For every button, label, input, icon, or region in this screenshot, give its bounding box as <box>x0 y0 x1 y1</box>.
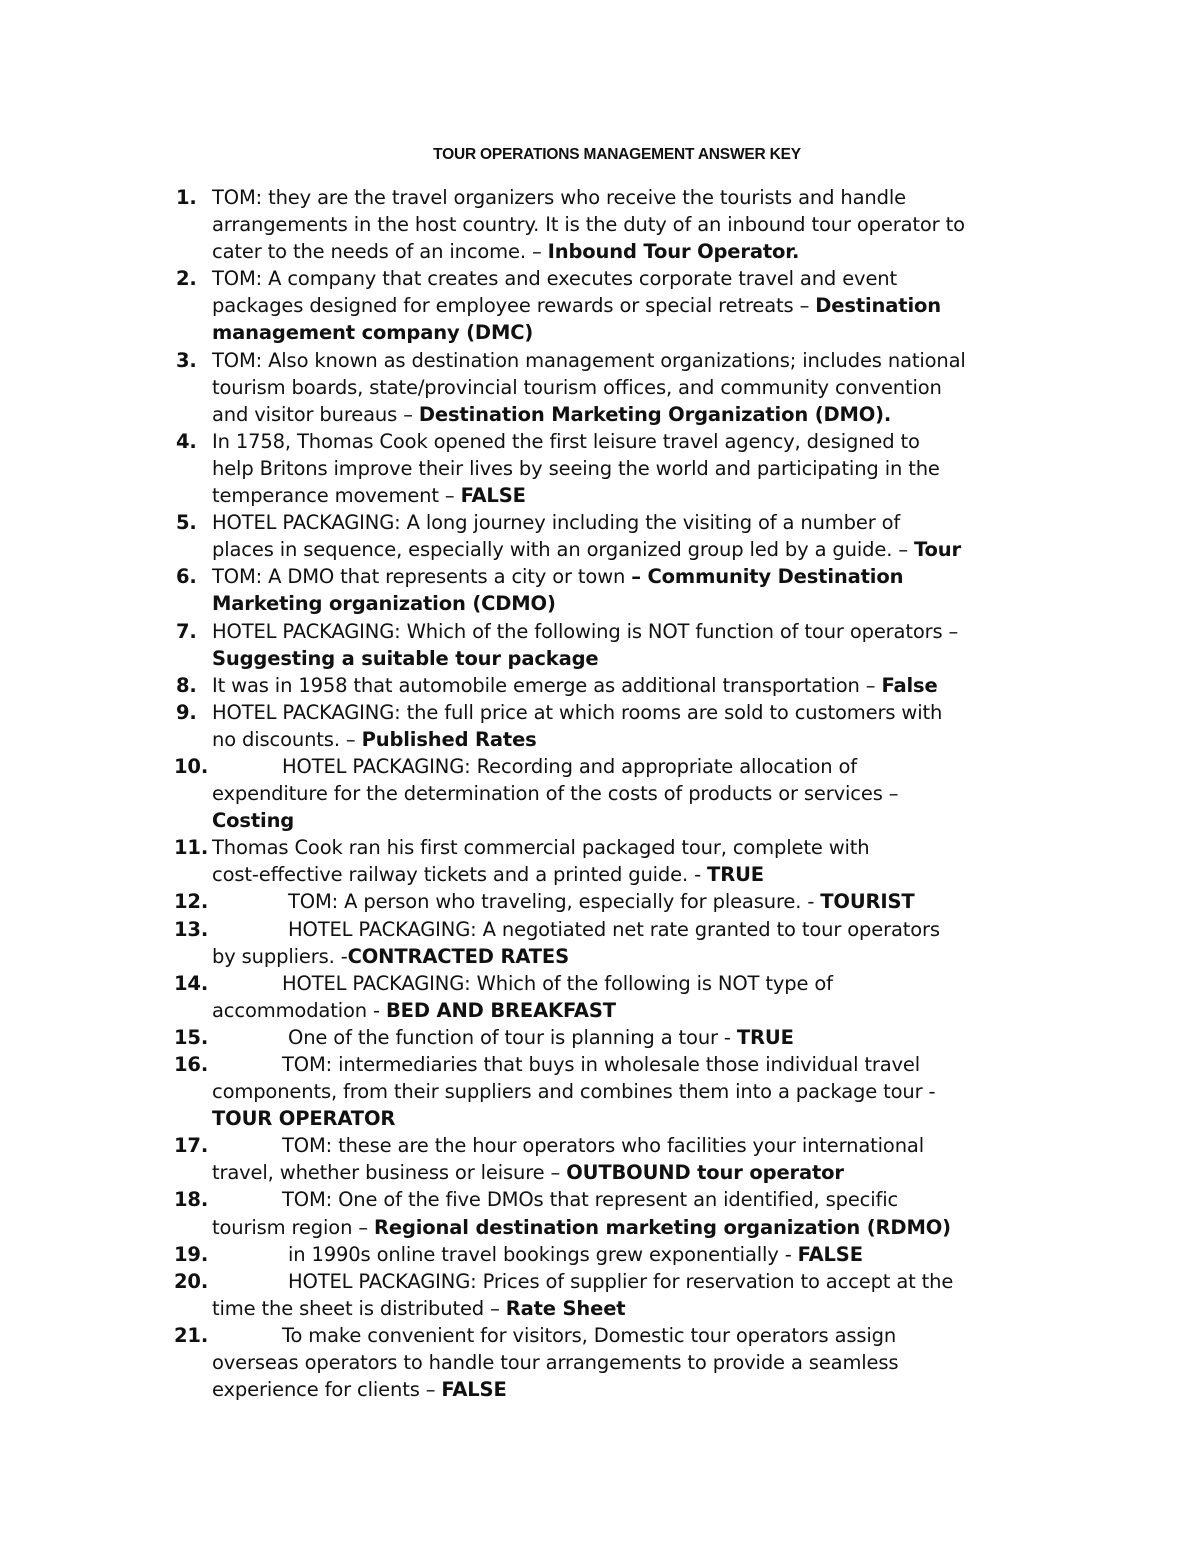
answer-text: Costing <box>212 809 295 833</box>
question-text: packages designed for employee rewards or special retreats – <box>212 294 816 318</box>
question-text: It was in 1958 that automobile emerge as additional transportation – <box>212 673 882 697</box>
item-line <box>212 1268 1074 1295</box>
item-line <box>212 726 1074 753</box>
answer-item <box>174 347 1074 428</box>
item-line <box>212 807 1074 834</box>
answer-item <box>174 834 1074 888</box>
question-text: by suppliers. - <box>212 944 348 968</box>
question-text: HOTEL PACKAGING: Prices of supplier for reservation to accept at the <box>288 1269 954 1293</box>
item-number: 21. <box>174 1323 209 1347</box>
item-number: 7. <box>176 619 197 643</box>
item-number: 11. <box>174 836 209 860</box>
item-line <box>212 1105 1074 1132</box>
question-text: To make convenient for visitors, Domestic tour operators assign <box>282 1323 897 1347</box>
question-text: expenditure for the determination of the costs of products or services – <box>212 782 899 806</box>
item-number: 18. <box>174 1188 209 1212</box>
question-text: components, from their suppliers and combines them into a package tour - <box>212 1080 936 1104</box>
answer-item <box>174 1322 1074 1403</box>
answer-text: Regional destination marketing organization (RDMO) <box>374 1215 951 1239</box>
answer-text: FALSE <box>797 1242 863 1266</box>
question-text: TOM: these are the hour operators who facilities your international <box>282 1134 924 1158</box>
item-number: 10. <box>174 754 209 778</box>
item-line <box>212 943 1074 970</box>
answer-text: FALSE <box>460 484 526 508</box>
question-text: TOM: A DMO that represents a city or town <box>212 565 632 589</box>
item-line <box>212 834 1074 861</box>
answer-item <box>174 428 1074 509</box>
item-number: 17. <box>174 1134 209 1158</box>
answer-item <box>174 1051 1074 1132</box>
question-text: In 1758, Thomas Cook opened the first leisure travel agency, designed to <box>212 429 920 453</box>
answer-item <box>174 563 1074 617</box>
item-number: 14. <box>174 971 209 995</box>
question-text: places in sequence, especially with an organized group led by a guide. – <box>212 538 914 562</box>
question-text: tourism boards, state/provincial tourism offices, and community convention <box>212 375 942 399</box>
item-line <box>212 211 1074 238</box>
item-line <box>212 590 1074 617</box>
item-number: 6. <box>176 565 197 589</box>
item-line <box>212 482 1074 509</box>
item-line <box>212 780 1074 807</box>
answer-text: – Community Destination <box>631 565 904 589</box>
answer-text: FALSE <box>441 1378 507 1402</box>
question-text: travel, whether business or leisure – <box>212 1161 567 1185</box>
item-line <box>212 428 1074 455</box>
answer-text: TOUR OPERATOR <box>212 1107 396 1131</box>
question-text: and visitor bureaus – <box>212 402 419 426</box>
answer-text: Destination <box>815 294 941 318</box>
item-line <box>212 888 1074 915</box>
answer-item <box>174 699 1074 753</box>
item-line <box>212 672 1074 699</box>
item-line <box>212 861 1074 888</box>
item-line <box>212 319 1074 346</box>
question-text: HOTEL PACKAGING: Recording and appropriate allocation of <box>282 754 857 778</box>
answer-text: Published Rates <box>361 727 537 751</box>
item-line <box>212 645 1074 672</box>
item-line <box>212 1159 1074 1186</box>
answer-text: Destination Marketing Organization (DMO). <box>418 402 892 426</box>
answer-item <box>174 1132 1074 1186</box>
question-text: time the sheet is distributed – <box>212 1296 506 1320</box>
item-line <box>212 536 1074 563</box>
item-line <box>212 265 1074 292</box>
item-number: 19. <box>174 1242 209 1266</box>
item-line <box>212 753 1074 780</box>
answer-text: Rate Sheet <box>505 1296 626 1320</box>
answer-item <box>174 509 1074 563</box>
item-number: 9. <box>176 700 197 724</box>
answer-text: Suggesting a suitable tour package <box>212 646 599 670</box>
item-number: 4. <box>176 429 197 453</box>
question-text: HOTEL PACKAGING: Which of the following is NOT function of tour operators – <box>212 619 959 643</box>
question-text: temperance movement – <box>212 484 461 508</box>
answer-text: TOURIST <box>820 890 915 914</box>
item-line <box>212 1295 1074 1322</box>
question-text: TOM: A person who traveling, especially for pleasure. - <box>288 890 821 914</box>
item-number: 1. <box>176 186 197 209</box>
answer-text: CONTRACTED RATES <box>347 944 569 968</box>
answer-item <box>174 916 1074 970</box>
item-number: 5. <box>176 511 197 535</box>
answer-item <box>174 618 1074 672</box>
question-text: no discounts. – <box>212 727 362 751</box>
answer-item <box>174 184 1074 265</box>
question-text: HOTEL PACKAGING: A long journey including the visiting of a number of <box>212 511 901 535</box>
question-text: TOM: A company that creates and executes corporate travel and event <box>212 267 897 291</box>
item-line <box>212 184 1074 211</box>
answer-text: Marketing organization (CDMO) <box>212 592 556 616</box>
question-text: TOM: they are the travel organizers who receive the tourists and handle <box>212 186 906 209</box>
item-line <box>212 238 1074 265</box>
item-number: 3. <box>176 348 197 372</box>
item-line <box>212 1078 1074 1105</box>
answer-item <box>174 265 1074 346</box>
item-line <box>212 1349 1074 1376</box>
answer-item <box>174 1186 1074 1240</box>
question-text: TOM: One of the five DMOs that represent an identified, specific <box>282 1188 899 1212</box>
answer-text: management company (DMC) <box>212 321 534 345</box>
item-number: 16. <box>174 1053 209 1076</box>
item-line <box>212 1051 1074 1078</box>
question-text: HOTEL PACKAGING: Which of the following is NOT type of <box>282 971 833 995</box>
answer-item <box>174 1024 1074 1051</box>
answer-text: Inbound Tour Operator. <box>547 240 800 264</box>
question-text: TOM: Also known as destination management organizations; includes national <box>212 348 966 372</box>
item-line <box>212 1376 1074 1403</box>
question-text: HOTEL PACKAGING: A negotiated net rate granted to tour operators <box>288 917 940 941</box>
question-text: cater to the needs of an income. – <box>212 240 548 264</box>
question-text: tourism region – <box>212 1215 374 1239</box>
item-line <box>212 401 1074 428</box>
answer-item <box>174 888 1074 915</box>
answer-item <box>174 1241 1074 1268</box>
question-text: Thomas Cook ran his first commercial packaged tour, complete with <box>212 836 870 860</box>
item-line <box>212 563 1074 590</box>
question-text: in 1990s online travel bookings grew exponentially - <box>288 1242 798 1266</box>
item-line <box>212 1214 1074 1241</box>
question-text: arrangements in the host country. It is the duty of an inbound tour operator to <box>212 213 965 237</box>
answer-text: OUTBOUND tour operator <box>566 1161 844 1185</box>
item-number: 2. <box>176 267 197 291</box>
item-number: 13. <box>174 917 209 941</box>
question-text: experience for clients – <box>212 1378 442 1402</box>
item-line <box>212 618 1074 645</box>
document-title: TOUR OPERATIONS MANAGEMENT ANSWER KEY <box>433 146 801 163</box>
answer-item <box>174 970 1074 1024</box>
item-line <box>212 1132 1074 1159</box>
answer-item <box>174 672 1074 699</box>
answer-text: TRUE <box>707 863 764 887</box>
item-number: 20. <box>174 1269 209 1293</box>
answer-text: BED AND BREAKFAST <box>385 998 616 1022</box>
answer-text: False <box>881 673 938 697</box>
question-text: accommodation - <box>212 998 386 1022</box>
item-number: 8. <box>176 673 197 697</box>
item-line <box>212 374 1074 401</box>
question-text: overseas operators to handle tour arrangements to provide a seamless <box>212 1351 899 1375</box>
item-line <box>212 970 1074 997</box>
item-line <box>212 455 1074 482</box>
answer-item <box>174 753 1074 834</box>
item-line <box>212 347 1074 374</box>
question-text: One of the function of tour is planning a tour - <box>288 1025 737 1049</box>
item-line <box>212 699 1074 726</box>
item-line <box>212 997 1074 1024</box>
question-text: cost-effective railway tickets and a printed guide. - <box>212 863 708 887</box>
item-number: 12. <box>174 890 209 914</box>
item-line <box>212 1186 1074 1213</box>
answer-list <box>174 184 1074 1403</box>
answer-text: Tour <box>913 538 961 562</box>
question-text: TOM: intermediaries that buys in wholesale those individual travel <box>282 1053 921 1076</box>
answer-item <box>174 1268 1074 1322</box>
item-line <box>212 292 1074 319</box>
question-text: HOTEL PACKAGING: the full price at which rooms are sold to customers with <box>212 700 943 724</box>
item-line <box>212 916 1074 943</box>
item-number: 15. <box>174 1025 209 1049</box>
item-line <box>212 1024 1074 1051</box>
item-line <box>212 509 1074 536</box>
item-line <box>212 1322 1074 1349</box>
item-line <box>212 1241 1074 1268</box>
question-text: help Britons improve their lives by seeing the world and participating in the <box>212 456 940 480</box>
answer-text: TRUE <box>736 1025 794 1049</box>
